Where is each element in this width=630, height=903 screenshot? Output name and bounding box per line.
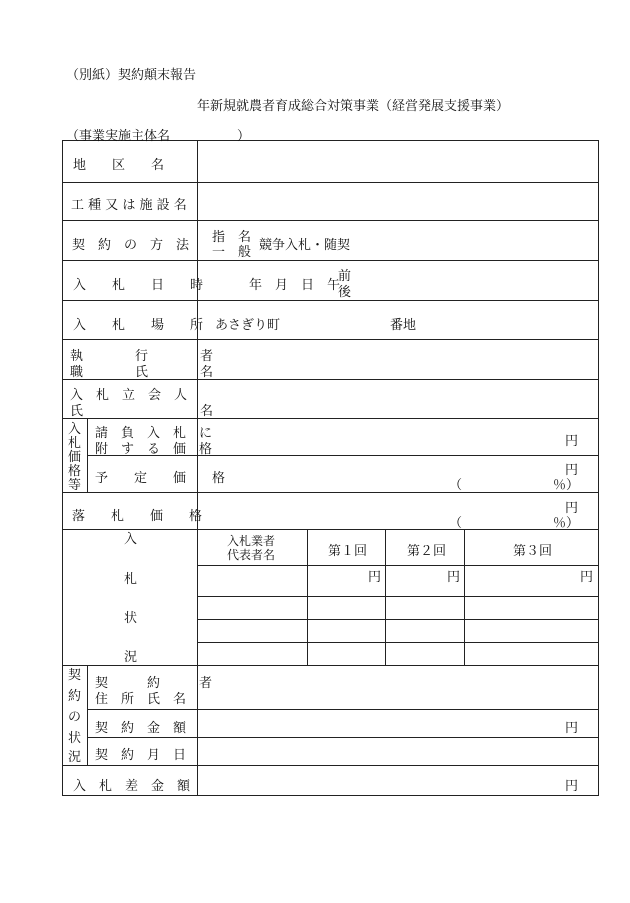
witness-label-1: 入 札 立 会 人	[70, 388, 188, 403]
witness-field[interactable]	[199, 381, 597, 417]
winning-price-yen: 円	[565, 501, 579, 516]
entity-name-label: （事業実施主体名	[66, 129, 171, 144]
contract-status-char-2: 約	[68, 689, 82, 704]
bid-time-pm: 後	[338, 285, 352, 300]
entity-name-field[interactable]	[185, 121, 235, 138]
bidder-header-1: 入札業者	[227, 534, 276, 548]
contractor-label-1: 契 約 者	[95, 676, 213, 691]
round-1-header: 第１回	[328, 544, 368, 559]
method-others: 競争入札・随契	[259, 238, 351, 253]
contract-price-yen: 円	[565, 434, 579, 449]
round-3-header: 第３回	[513, 544, 553, 559]
work-type-label: 工 種 又 は 施 設 名	[71, 198, 187, 213]
district-field[interactable]	[199, 142, 597, 181]
bid-status-char-4: 況	[124, 650, 138, 665]
attachment-label: （別紙）契約顛末報告	[66, 68, 197, 83]
price-group-char-4: 格	[68, 464, 82, 479]
price-group-char-2: 札	[68, 436, 82, 451]
round-2-header: 第２回	[407, 544, 447, 559]
bid-date-ymd: 年 月 日 午	[249, 278, 341, 293]
work-type-field[interactable]	[199, 184, 597, 219]
price-group-char-3: 価	[68, 450, 82, 465]
contract-date-field[interactable]	[199, 739, 597, 764]
bid-place-town: あさぎり町	[215, 318, 281, 333]
method-shimei: 指 名	[212, 230, 252, 245]
price-group-char-5: 等	[68, 478, 82, 493]
method-ippan: 一 般	[212, 245, 252, 260]
bid-place-lot: 番地	[390, 318, 417, 333]
contract-status-char-4: 状	[68, 731, 82, 746]
district-label: 地 区 名	[73, 158, 165, 173]
contract-price-label-1: 請 負 入 札 に	[95, 426, 213, 441]
bid-status-char-3: 状	[124, 611, 138, 626]
executor-label-1: 執 行 者	[70, 349, 214, 364]
contract-amount-label: 契 約 金 額	[95, 721, 187, 736]
bid-status-char-1: 入	[124, 532, 138, 547]
contractor-field[interactable]	[199, 667, 597, 708]
price-group-char-1: 入	[68, 422, 82, 437]
bid-status-char-2: 札	[124, 572, 138, 587]
planned-price-percent: ％）	[553, 478, 580, 493]
planned-price-yen: 円	[565, 463, 579, 478]
winning-price-paren-open: （	[449, 516, 463, 531]
executor-label-2: 職 氏 名	[70, 365, 214, 380]
round-2-yen: 円	[447, 570, 461, 585]
round-3-yen: 円	[580, 570, 594, 585]
witness-label-2: 氏 名	[70, 404, 214, 419]
contract-method-label: 契 約 の 方 法	[72, 238, 190, 253]
winning-price-percent: ％）	[553, 516, 580, 531]
bid-time-am: 前	[338, 269, 352, 284]
contract-price-label-2: 附 す る 価 格	[95, 442, 213, 457]
executor-field[interactable]	[199, 341, 597, 378]
bid-difference-label: 入 札 差 金 額	[73, 779, 191, 794]
bid-difference-yen: 円	[565, 779, 579, 794]
contractor-label-2: 住 所 氏 名	[95, 692, 187, 707]
contract-status-char-3: の	[68, 710, 82, 725]
bid-datetime-label: 入 札 日 時	[73, 278, 204, 293]
entity-name-close: ）	[237, 129, 251, 144]
winning-price-label: 落 札 価 格	[72, 509, 203, 524]
bid-place-label: 入 札 場 所	[73, 318, 204, 333]
planned-price-paren-open: （	[449, 478, 463, 493]
contract-amount-yen: 円	[565, 721, 579, 736]
contract-status-char-5: 況	[68, 750, 82, 765]
bidder-header-2: 代表者名	[227, 548, 276, 562]
page-title: 年新規就農者育成総合対策事業（経営発展支援事業）	[197, 99, 510, 114]
round-1-yen: 円	[368, 570, 382, 585]
planned-price-label: 予 定 価 格	[95, 471, 226, 486]
contract-date-label: 契 約 月 日	[95, 748, 187, 763]
contract-status-char-1: 契	[68, 668, 82, 683]
